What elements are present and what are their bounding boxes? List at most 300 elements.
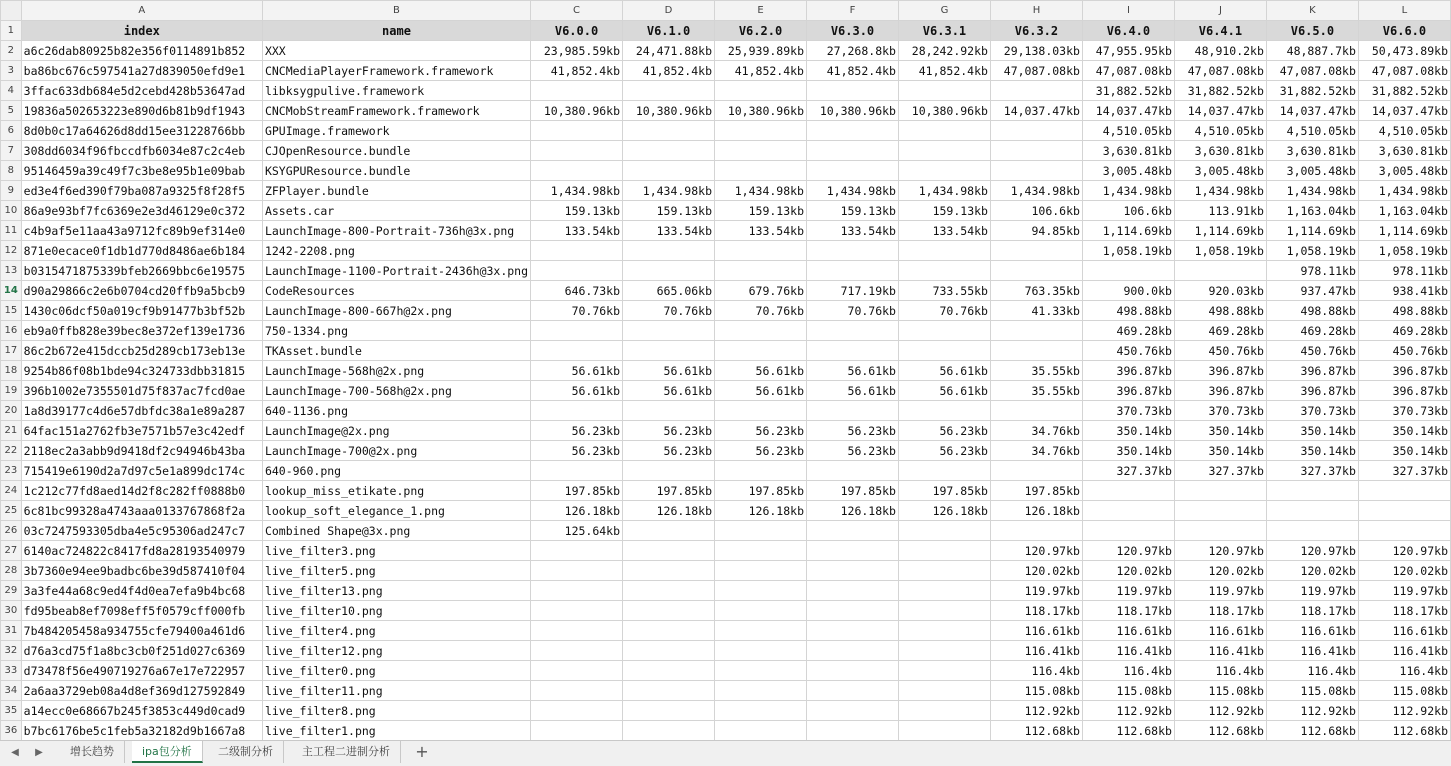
size-cell[interactable] bbox=[531, 541, 623, 561]
size-cell[interactable]: 56.61kb bbox=[898, 361, 990, 381]
index-cell[interactable]: 3ffac633db684e5d2cebd428b53647ad bbox=[21, 81, 262, 101]
size-cell[interactable] bbox=[990, 241, 1082, 261]
name-cell[interactable]: live_filter12.png bbox=[262, 641, 530, 661]
size-cell[interactable] bbox=[623, 141, 715, 161]
name-cell[interactable]: CJOpenResource.bundle bbox=[262, 141, 530, 161]
size-cell[interactable]: 112.68kb bbox=[1266, 721, 1358, 741]
index-cell[interactable]: 19836a502653223e890d6b81b9df1943 bbox=[21, 101, 262, 121]
name-cell[interactable]: Assets.car bbox=[262, 201, 530, 221]
row-number[interactable]: 15 bbox=[1, 301, 22, 321]
size-cell[interactable]: 116.61kb bbox=[990, 621, 1082, 641]
size-cell[interactable] bbox=[807, 401, 899, 421]
size-cell[interactable]: 56.23kb bbox=[531, 441, 623, 461]
row-number[interactable]: 36 bbox=[1, 721, 22, 741]
size-cell[interactable]: 116.61kb bbox=[1266, 621, 1358, 641]
size-cell[interactable]: 1,163.04kb bbox=[1358, 201, 1450, 221]
size-cell[interactable]: 469.28kb bbox=[1266, 321, 1358, 341]
size-cell[interactable]: 116.4kb bbox=[990, 661, 1082, 681]
index-cell[interactable]: eb9a0ffb828e39bec8e372ef139e1736 bbox=[21, 321, 262, 341]
size-cell[interactable]: 23,985.59kb bbox=[531, 41, 623, 61]
size-cell[interactable] bbox=[807, 121, 899, 141]
size-cell[interactable]: 120.97kb bbox=[990, 541, 1082, 561]
size-cell[interactable]: 327.37kb bbox=[1358, 461, 1450, 481]
size-cell[interactable]: 29,138.03kb bbox=[990, 41, 1082, 61]
sheet-tab[interactable]: ipa包分析 bbox=[132, 741, 203, 763]
name-cell[interactable]: KSYGPUResource.bundle bbox=[262, 161, 530, 181]
size-cell[interactable]: 116.41kb bbox=[1266, 641, 1358, 661]
size-cell[interactable]: 978.11kb bbox=[1358, 261, 1450, 281]
size-cell[interactable]: 56.61kb bbox=[715, 361, 807, 381]
size-cell[interactable] bbox=[807, 661, 899, 681]
size-cell[interactable]: 56.23kb bbox=[898, 441, 990, 461]
size-cell[interactable]: 498.88kb bbox=[1082, 301, 1174, 321]
size-cell[interactable]: 1,163.04kb bbox=[1266, 201, 1358, 221]
size-cell[interactable] bbox=[807, 521, 899, 541]
column-header-k[interactable]: K bbox=[1266, 1, 1358, 21]
column-header-e[interactable]: E bbox=[715, 1, 807, 21]
size-cell[interactable] bbox=[531, 261, 623, 281]
row-number[interactable]: 25 bbox=[1, 501, 22, 521]
size-cell[interactable]: 350.14kb bbox=[1358, 421, 1450, 441]
row-number[interactable]: 6 bbox=[1, 121, 22, 141]
index-cell[interactable]: 2a6aa3729eb08a4d8ef369d127592849 bbox=[21, 681, 262, 701]
size-cell[interactable]: 350.14kb bbox=[1082, 441, 1174, 461]
name-cell[interactable]: LaunchImage-700-568h@2x.png bbox=[262, 381, 530, 401]
size-cell[interactable]: 3,630.81kb bbox=[1358, 141, 1450, 161]
size-cell[interactable]: 1,434.98kb bbox=[1082, 181, 1174, 201]
size-cell[interactable]: 112.68kb bbox=[1082, 721, 1174, 741]
size-cell[interactable] bbox=[531, 161, 623, 181]
name-cell[interactable]: live_filter5.png bbox=[262, 561, 530, 581]
size-cell[interactable] bbox=[898, 541, 990, 561]
size-cell[interactable]: 679.76kb bbox=[715, 281, 807, 301]
size-cell[interactable] bbox=[531, 561, 623, 581]
size-cell[interactable] bbox=[990, 521, 1082, 541]
size-cell[interactable] bbox=[807, 621, 899, 641]
size-cell[interactable]: 396.87kb bbox=[1082, 381, 1174, 401]
index-cell[interactable]: 8d0b0c17a64626d8dd15ee31228766bb bbox=[21, 121, 262, 141]
size-cell[interactable] bbox=[531, 461, 623, 481]
size-cell[interactable] bbox=[715, 141, 807, 161]
size-cell[interactable]: 120.97kb bbox=[1082, 541, 1174, 561]
size-cell[interactable]: 396.87kb bbox=[1358, 381, 1450, 401]
size-cell[interactable] bbox=[1082, 521, 1174, 541]
size-cell[interactable] bbox=[807, 241, 899, 261]
size-cell[interactable]: 56.61kb bbox=[623, 381, 715, 401]
size-cell[interactable]: 120.02kb bbox=[1174, 561, 1266, 581]
size-cell[interactable]: 938.41kb bbox=[1358, 281, 1450, 301]
size-cell[interactable] bbox=[623, 321, 715, 341]
size-cell[interactable]: 116.41kb bbox=[1174, 641, 1266, 661]
size-cell[interactable] bbox=[623, 161, 715, 181]
size-cell[interactable]: 35.55kb bbox=[990, 361, 1082, 381]
size-cell[interactable] bbox=[807, 581, 899, 601]
size-cell[interactable]: 56.23kb bbox=[807, 421, 899, 441]
size-cell[interactable]: 197.85kb bbox=[990, 481, 1082, 501]
size-cell[interactable]: 1,114.69kb bbox=[1082, 221, 1174, 241]
size-cell[interactable]: 327.37kb bbox=[1174, 461, 1266, 481]
size-cell[interactable]: 24,471.88kb bbox=[623, 41, 715, 61]
size-cell[interactable]: 498.88kb bbox=[1266, 301, 1358, 321]
size-cell[interactable]: 116.4kb bbox=[1174, 661, 1266, 681]
size-cell[interactable]: 327.37kb bbox=[1266, 461, 1358, 481]
size-cell[interactable]: 10,380.96kb bbox=[531, 101, 623, 121]
row-number[interactable]: 8 bbox=[1, 161, 22, 181]
size-cell[interactable]: 763.35kb bbox=[990, 281, 1082, 301]
size-cell[interactable]: 920.03kb bbox=[1174, 281, 1266, 301]
index-cell[interactable]: 3b7360e94ee9badbc6be39d587410f04 bbox=[21, 561, 262, 581]
size-cell[interactable]: 396.87kb bbox=[1082, 361, 1174, 381]
size-cell[interactable]: 450.76kb bbox=[1174, 341, 1266, 361]
size-cell[interactable] bbox=[623, 601, 715, 621]
select-all-corner[interactable] bbox=[1, 1, 22, 21]
size-cell[interactable]: 450.76kb bbox=[1082, 341, 1174, 361]
size-cell[interactable] bbox=[531, 321, 623, 341]
index-cell[interactable]: c4b9af5e11aa43a9712fc89b9ef314e0 bbox=[21, 221, 262, 241]
index-cell[interactable]: 6140ac724822c8417fd8a28193540979 bbox=[21, 541, 262, 561]
index-cell[interactable]: 3a3fe44a68c9ed4f4d0ea7efa9b4bc68 bbox=[21, 581, 262, 601]
size-cell[interactable] bbox=[1174, 501, 1266, 521]
size-cell[interactable]: 396.87kb bbox=[1266, 381, 1358, 401]
index-cell[interactable]: 1a8d39177c4d6e57dbfdc38a1e89a287 bbox=[21, 401, 262, 421]
add-sheet-icon[interactable]: + bbox=[415, 742, 429, 761]
size-cell[interactable]: 4,510.05kb bbox=[1082, 121, 1174, 141]
size-cell[interactable] bbox=[990, 341, 1082, 361]
index-cell[interactable]: a14ecc0e68667b245f3853c449d0cad9 bbox=[21, 701, 262, 721]
size-cell[interactable]: 120.02kb bbox=[1358, 561, 1450, 581]
size-cell[interactable] bbox=[531, 621, 623, 641]
size-cell[interactable]: 3,005.48kb bbox=[1358, 161, 1450, 181]
row-number[interactable]: 21 bbox=[1, 421, 22, 441]
size-cell[interactable]: 10,380.96kb bbox=[807, 101, 899, 121]
size-cell[interactable] bbox=[807, 261, 899, 281]
size-cell[interactable]: 126.18kb bbox=[623, 501, 715, 521]
size-cell[interactable] bbox=[807, 461, 899, 481]
size-cell[interactable] bbox=[990, 121, 1082, 141]
row-number[interactable]: 34 bbox=[1, 681, 22, 701]
size-cell[interactable] bbox=[990, 81, 1082, 101]
size-cell[interactable] bbox=[1082, 501, 1174, 521]
size-cell[interactable]: 118.17kb bbox=[990, 601, 1082, 621]
size-cell[interactable]: 159.13kb bbox=[531, 201, 623, 221]
size-cell[interactable]: 370.73kb bbox=[1174, 401, 1266, 421]
index-cell[interactable]: d73478f56e490719276a67e17e722957 bbox=[21, 661, 262, 681]
size-cell[interactable] bbox=[807, 721, 899, 741]
size-cell[interactable]: 120.02kb bbox=[1082, 561, 1174, 581]
size-cell[interactable]: 70.76kb bbox=[623, 301, 715, 321]
index-cell[interactable]: 03c7247593305dba4e5c95306ad247c7 bbox=[21, 521, 262, 541]
size-cell[interactable]: 396.87kb bbox=[1174, 381, 1266, 401]
index-cell[interactable]: b0315471875339bfeb2669bbc6e19575 bbox=[21, 261, 262, 281]
size-cell[interactable] bbox=[898, 141, 990, 161]
size-cell[interactable] bbox=[623, 461, 715, 481]
size-cell[interactable] bbox=[1266, 481, 1358, 501]
name-cell[interactable]: LaunchImage-700@2x.png bbox=[262, 441, 530, 461]
row-number[interactable]: 27 bbox=[1, 541, 22, 561]
size-cell[interactable]: 197.85kb bbox=[807, 481, 899, 501]
size-cell[interactable]: 350.14kb bbox=[1266, 421, 1358, 441]
size-cell[interactable]: 47,087.08kb bbox=[1082, 61, 1174, 81]
name-cell[interactable]: live_filter8.png bbox=[262, 701, 530, 721]
size-cell[interactable]: 27,268.8kb bbox=[807, 41, 899, 61]
size-cell[interactable]: 106.6kb bbox=[1082, 201, 1174, 221]
size-cell[interactable] bbox=[531, 121, 623, 141]
size-cell[interactable]: 47,087.08kb bbox=[1266, 61, 1358, 81]
size-cell[interactable] bbox=[623, 681, 715, 701]
size-cell[interactable] bbox=[623, 701, 715, 721]
size-cell[interactable] bbox=[898, 401, 990, 421]
size-cell[interactable]: 4,510.05kb bbox=[1174, 121, 1266, 141]
index-cell[interactable]: 1c212c77fd8aed14d2f8c282ff0888b0 bbox=[21, 481, 262, 501]
row-number[interactable]: 35 bbox=[1, 701, 22, 721]
size-cell[interactable]: 115.08kb bbox=[1358, 681, 1450, 701]
sheet-tab[interactable]: 主工程二进制分析 bbox=[292, 741, 401, 763]
column-header-a[interactable]: A bbox=[21, 1, 262, 21]
size-cell[interactable] bbox=[898, 261, 990, 281]
size-cell[interactable] bbox=[715, 621, 807, 641]
size-cell[interactable]: 119.97kb bbox=[1266, 581, 1358, 601]
column-header-g[interactable]: G bbox=[898, 1, 990, 21]
size-cell[interactable]: 197.85kb bbox=[898, 481, 990, 501]
index-cell[interactable]: 308dd6034f96fbccdfb6034e87c2c4eb bbox=[21, 141, 262, 161]
size-cell[interactable]: 48,910.2kb bbox=[1174, 41, 1266, 61]
size-cell[interactable]: 47,955.95kb bbox=[1082, 41, 1174, 61]
size-cell[interactable]: 197.85kb bbox=[715, 481, 807, 501]
row-number[interactable]: 33 bbox=[1, 661, 22, 681]
size-cell[interactable]: 119.97kb bbox=[990, 581, 1082, 601]
size-cell[interactable]: 116.61kb bbox=[1082, 621, 1174, 641]
size-cell[interactable] bbox=[898, 621, 990, 641]
sheet-tab[interactable]: 二级制分析 bbox=[208, 741, 284, 763]
size-cell[interactable] bbox=[898, 321, 990, 341]
size-cell[interactable] bbox=[715, 701, 807, 721]
size-cell[interactable] bbox=[1266, 521, 1358, 541]
name-cell[interactable]: LaunchImage-568h@2x.png bbox=[262, 361, 530, 381]
size-cell[interactable]: 119.97kb bbox=[1358, 581, 1450, 601]
size-cell[interactable]: 47,087.08kb bbox=[1358, 61, 1450, 81]
size-cell[interactable]: 41.33kb bbox=[990, 301, 1082, 321]
size-cell[interactable]: 14,037.47kb bbox=[1174, 101, 1266, 121]
header-cell[interactable]: V6.5.0 bbox=[1266, 21, 1358, 41]
header-cell[interactable]: V6.3.2 bbox=[990, 21, 1082, 41]
index-cell[interactable]: 86a9e93bf7fc6369e2e3d46129e0c372 bbox=[21, 201, 262, 221]
size-cell[interactable]: 733.55kb bbox=[898, 281, 990, 301]
index-cell[interactable]: ba86bc676c597541a27d839050efd9e1 bbox=[21, 61, 262, 81]
size-cell[interactable]: 125.64kb bbox=[531, 521, 623, 541]
header-cell[interactable]: index bbox=[21, 21, 262, 41]
header-cell[interactable]: V6.6.0 bbox=[1358, 21, 1450, 41]
size-cell[interactable] bbox=[531, 341, 623, 361]
size-cell[interactable]: 498.88kb bbox=[1174, 301, 1266, 321]
size-cell[interactable]: 56.23kb bbox=[715, 421, 807, 441]
size-cell[interactable] bbox=[807, 561, 899, 581]
size-cell[interactable]: 4,510.05kb bbox=[1358, 121, 1450, 141]
size-cell[interactable]: 56.23kb bbox=[623, 421, 715, 441]
size-cell[interactable]: 41,852.4kb bbox=[898, 61, 990, 81]
row-number[interactable]: 26 bbox=[1, 521, 22, 541]
size-cell[interactable]: 1,434.98kb bbox=[990, 181, 1082, 201]
row-number[interactable]: 28 bbox=[1, 561, 22, 581]
size-cell[interactable]: 10,380.96kb bbox=[715, 101, 807, 121]
size-cell[interactable]: 133.54kb bbox=[807, 221, 899, 241]
size-cell[interactable] bbox=[715, 661, 807, 681]
header-cell[interactable]: V6.4.1 bbox=[1174, 21, 1266, 41]
name-cell[interactable]: live_filter11.png bbox=[262, 681, 530, 701]
size-cell[interactable]: 396.87kb bbox=[1358, 361, 1450, 381]
size-cell[interactable] bbox=[715, 601, 807, 621]
size-cell[interactable] bbox=[531, 401, 623, 421]
size-cell[interactable]: 350.14kb bbox=[1358, 441, 1450, 461]
size-cell[interactable] bbox=[990, 321, 1082, 341]
index-cell[interactable]: 95146459a39c49f7c3be8e95b1e09bab bbox=[21, 161, 262, 181]
name-cell[interactable]: LaunchImage-800-667h@2x.png bbox=[262, 301, 530, 321]
size-cell[interactable]: 50,473.89kb bbox=[1358, 41, 1450, 61]
size-cell[interactable]: 14,037.47kb bbox=[1266, 101, 1358, 121]
size-cell[interactable]: 126.18kb bbox=[715, 501, 807, 521]
name-cell[interactable]: LaunchImage-800-Portrait-736h@3x.png bbox=[262, 221, 530, 241]
row-number[interactable]: 17 bbox=[1, 341, 22, 361]
size-cell[interactable]: 31,882.52kb bbox=[1266, 81, 1358, 101]
size-cell[interactable]: 41,852.4kb bbox=[623, 61, 715, 81]
size-cell[interactable]: 1,058.19kb bbox=[1082, 241, 1174, 261]
name-cell[interactable]: 640-1136.png bbox=[262, 401, 530, 421]
size-cell[interactable] bbox=[1358, 501, 1450, 521]
row-number[interactable]: 1 bbox=[1, 21, 22, 41]
size-cell[interactable]: 112.68kb bbox=[1358, 721, 1450, 741]
size-cell[interactable]: 1,434.98kb bbox=[531, 181, 623, 201]
size-cell[interactable]: 116.61kb bbox=[1174, 621, 1266, 641]
index-cell[interactable]: 871e0ecace0f1db1d770d8486ae6b184 bbox=[21, 241, 262, 261]
size-cell[interactable] bbox=[898, 241, 990, 261]
name-cell[interactable]: LaunchImage-1100-Portrait-2436h@3x.png bbox=[262, 261, 530, 281]
size-cell[interactable] bbox=[898, 701, 990, 721]
header-cell[interactable]: V6.4.0 bbox=[1082, 21, 1174, 41]
size-cell[interactable] bbox=[715, 81, 807, 101]
row-number[interactable]: 7 bbox=[1, 141, 22, 161]
size-cell[interactable] bbox=[990, 161, 1082, 181]
size-cell[interactable] bbox=[990, 401, 1082, 421]
name-cell[interactable]: lookup_miss_etikate.png bbox=[262, 481, 530, 501]
size-cell[interactable] bbox=[623, 621, 715, 641]
size-cell[interactable]: 113.91kb bbox=[1174, 201, 1266, 221]
size-cell[interactable]: 133.54kb bbox=[623, 221, 715, 241]
size-cell[interactable]: 1,114.69kb bbox=[1266, 221, 1358, 241]
size-cell[interactable] bbox=[531, 81, 623, 101]
size-cell[interactable] bbox=[898, 661, 990, 681]
size-cell[interactable] bbox=[623, 341, 715, 361]
size-cell[interactable] bbox=[623, 661, 715, 681]
size-cell[interactable] bbox=[1082, 481, 1174, 501]
size-cell[interactable]: 56.61kb bbox=[531, 381, 623, 401]
size-cell[interactable]: 116.41kb bbox=[990, 641, 1082, 661]
size-cell[interactable]: 197.85kb bbox=[623, 481, 715, 501]
size-cell[interactable] bbox=[531, 241, 623, 261]
name-cell[interactable]: 750-1334.png bbox=[262, 321, 530, 341]
size-cell[interactable]: 370.73kb bbox=[1358, 401, 1450, 421]
size-cell[interactable]: 115.08kb bbox=[1174, 681, 1266, 701]
size-cell[interactable]: 119.97kb bbox=[1174, 581, 1266, 601]
name-cell[interactable]: libksygpulive.framework bbox=[262, 81, 530, 101]
size-cell[interactable]: 56.61kb bbox=[715, 381, 807, 401]
row-number[interactable]: 16 bbox=[1, 321, 22, 341]
index-cell[interactable]: 9254b86f08b1bde94c324733dbb31815 bbox=[21, 361, 262, 381]
size-cell[interactable] bbox=[1082, 261, 1174, 281]
size-cell[interactable]: 133.54kb bbox=[898, 221, 990, 241]
size-cell[interactable] bbox=[898, 81, 990, 101]
name-cell[interactable]: XXX bbox=[262, 41, 530, 61]
index-cell[interactable]: 396b1002e7355501d75f837ac7fcd0ae bbox=[21, 381, 262, 401]
size-cell[interactable]: 1,434.98kb bbox=[715, 181, 807, 201]
size-cell[interactable] bbox=[715, 261, 807, 281]
row-number[interactable]: 3 bbox=[1, 61, 22, 81]
index-cell[interactable]: b7bc6176be5c1feb5a32182d9b1667a8 bbox=[21, 721, 262, 741]
size-cell[interactable]: 327.37kb bbox=[1082, 461, 1174, 481]
name-cell[interactable]: 640-960.png bbox=[262, 461, 530, 481]
size-cell[interactable]: 469.28kb bbox=[1082, 321, 1174, 341]
size-cell[interactable]: 28,242.92kb bbox=[898, 41, 990, 61]
size-cell[interactable]: 350.14kb bbox=[1266, 441, 1358, 461]
size-cell[interactable]: 3,005.48kb bbox=[1266, 161, 1358, 181]
size-cell[interactable] bbox=[623, 581, 715, 601]
row-number[interactable]: 23 bbox=[1, 461, 22, 481]
size-cell[interactable]: 116.4kb bbox=[1358, 661, 1450, 681]
size-cell[interactable] bbox=[898, 121, 990, 141]
size-cell[interactable]: 1,434.98kb bbox=[1266, 181, 1358, 201]
size-cell[interactable]: 112.92kb bbox=[1358, 701, 1450, 721]
size-cell[interactable]: 116.61kb bbox=[1358, 621, 1450, 641]
row-number[interactable]: 24 bbox=[1, 481, 22, 501]
size-cell[interactable]: 56.61kb bbox=[898, 381, 990, 401]
size-cell[interactable] bbox=[715, 341, 807, 361]
size-cell[interactable] bbox=[1266, 501, 1358, 521]
size-cell[interactable]: 112.92kb bbox=[1174, 701, 1266, 721]
size-cell[interactable]: 350.14kb bbox=[1174, 421, 1266, 441]
size-cell[interactable] bbox=[715, 461, 807, 481]
name-cell[interactable]: 1242-2208.png bbox=[262, 241, 530, 261]
row-number[interactable]: 10 bbox=[1, 201, 22, 221]
size-cell[interactable] bbox=[715, 321, 807, 341]
size-cell[interactable]: 900.0kb bbox=[1082, 281, 1174, 301]
row-number[interactable]: 29 bbox=[1, 581, 22, 601]
size-cell[interactable]: 978.11kb bbox=[1266, 261, 1358, 281]
size-cell[interactable]: 120.97kb bbox=[1266, 541, 1358, 561]
row-number[interactable]: 20 bbox=[1, 401, 22, 421]
size-cell[interactable]: 126.18kb bbox=[531, 501, 623, 521]
size-cell[interactable]: 1,114.69kb bbox=[1174, 221, 1266, 241]
size-cell[interactable]: 159.13kb bbox=[715, 201, 807, 221]
size-cell[interactable]: 118.17kb bbox=[1266, 601, 1358, 621]
size-cell[interactable]: 47,087.08kb bbox=[990, 61, 1082, 81]
size-cell[interactable] bbox=[990, 461, 1082, 481]
row-number[interactable]: 32 bbox=[1, 641, 22, 661]
size-cell[interactable]: 396.87kb bbox=[1266, 361, 1358, 381]
size-cell[interactable]: 56.61kb bbox=[531, 361, 623, 381]
size-cell[interactable] bbox=[807, 701, 899, 721]
size-cell[interactable] bbox=[715, 641, 807, 661]
size-cell[interactable]: 120.97kb bbox=[1358, 541, 1450, 561]
size-cell[interactable]: 116.41kb bbox=[1082, 641, 1174, 661]
size-cell[interactable]: 3,005.48kb bbox=[1174, 161, 1266, 181]
size-cell[interactable] bbox=[990, 141, 1082, 161]
next-sheet-icon[interactable]: ▶ bbox=[35, 747, 43, 758]
size-cell[interactable]: 1,434.98kb bbox=[623, 181, 715, 201]
name-cell[interactable]: CodeResources bbox=[262, 281, 530, 301]
size-cell[interactable] bbox=[531, 681, 623, 701]
size-cell[interactable]: 56.61kb bbox=[807, 361, 899, 381]
size-cell[interactable]: 133.54kb bbox=[715, 221, 807, 241]
header-cell[interactable]: V6.2.0 bbox=[715, 21, 807, 41]
size-cell[interactable]: 717.19kb bbox=[807, 281, 899, 301]
